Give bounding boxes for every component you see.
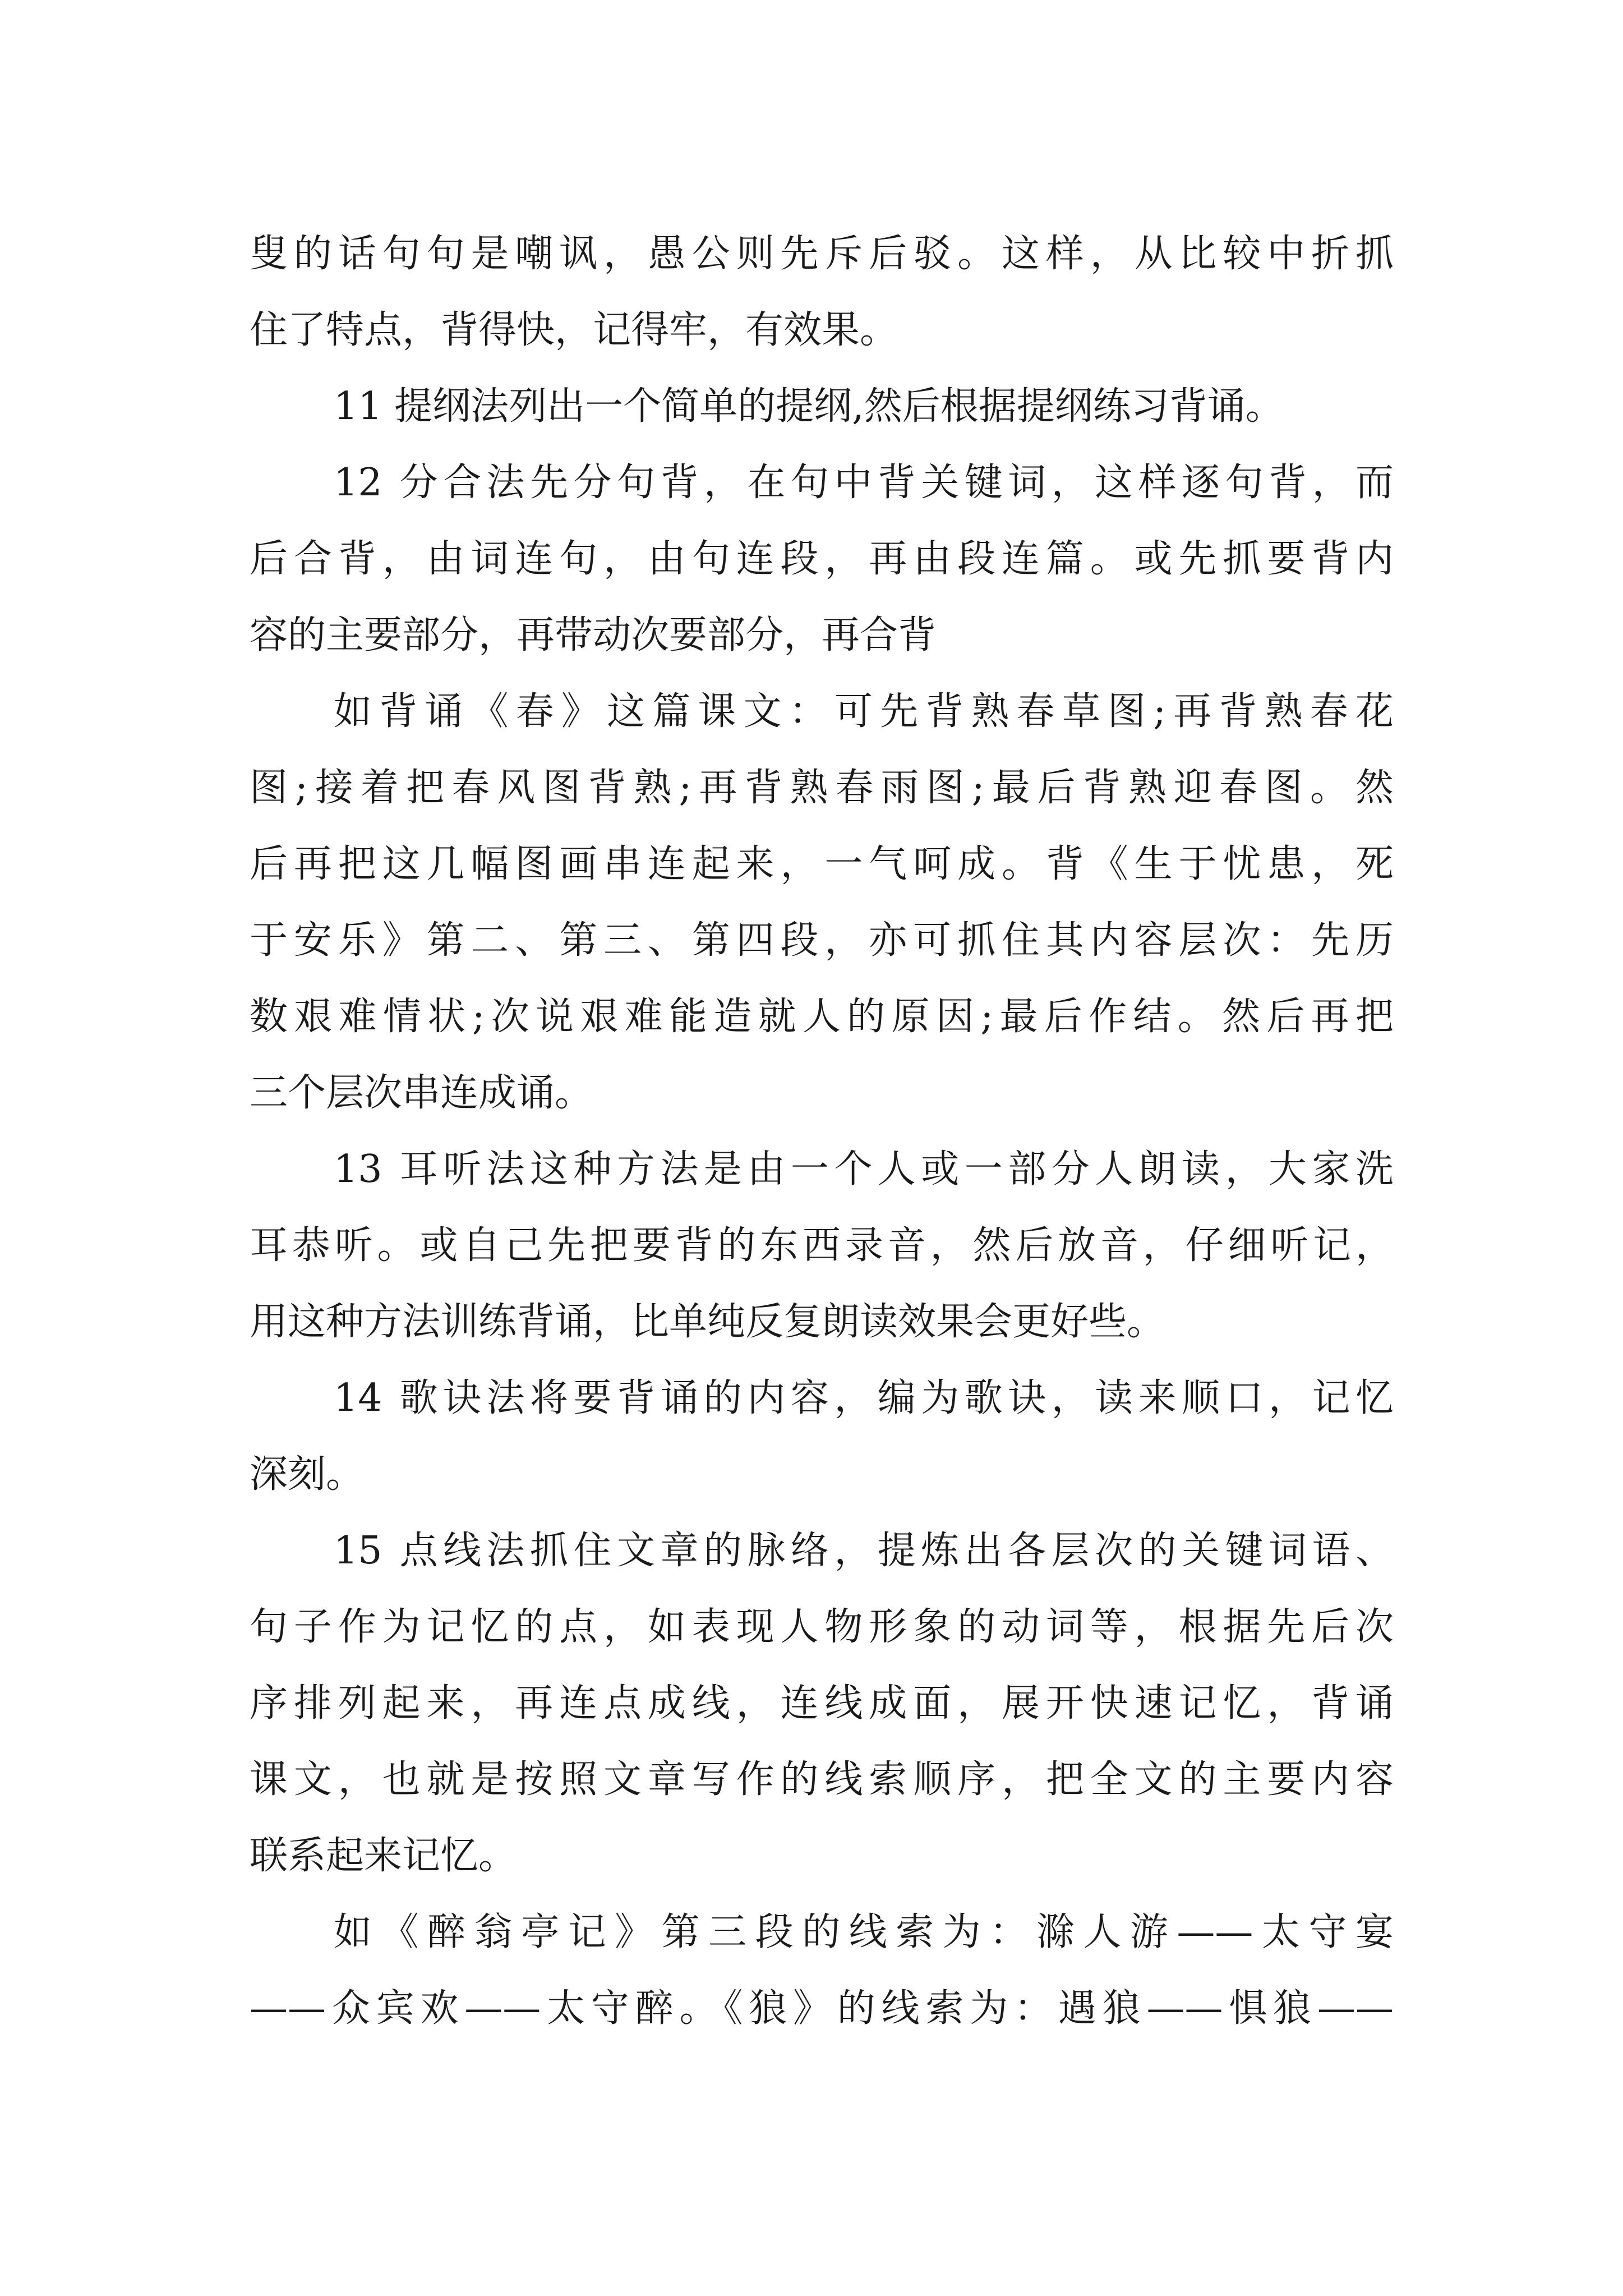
document-page	[250, 216, 1394, 2047]
text-line: 14 歌诀法将要背诵的内容，编为歌诀，读来顺口，记忆	[334, 1376, 1394, 1420]
text-line: 句子作为记忆的点，如表现人物形象的动词等，根据先后次	[250, 1605, 1394, 1649]
paragraph	[250, 445, 1394, 674]
text-line: 于安乐》第二、第三、第四段，亦可抓住其内容层次：先历	[250, 918, 1394, 963]
text-line: 耳恭听。或自己先把要背的东西录音，然后放音，仔细听记，	[250, 1223, 1394, 1268]
text-line: 13 耳听法这种方法是由一个人或一部分人朗读，大家洗	[334, 1147, 1394, 1191]
paragraph	[250, 1894, 1394, 2047]
paragraph	[250, 369, 1394, 445]
text-line: ——众宾欢——太守醉。《狼》的线索为：遇狼——惧狼——	[250, 1986, 1394, 2031]
paragraph	[250, 1131, 1394, 1360]
text-line: 三个层次串连成诵。	[250, 1071, 593, 1115]
text-line: 12 分合法先分句背，在句中背关键词，这样逐句背，而	[334, 461, 1394, 505]
text-line: 11 提纲法列出一个简单的提纲,然后根据提纲练习背诵。	[334, 384, 1284, 429]
text-line: 如《醉翁亭记》第三段的线索为：滁人游——太守宴	[334, 1910, 1394, 1954]
text-line: 后再把这几幅图画串连起来，一气呵成。背《生于忧患，死	[250, 842, 1394, 886]
text-line: 容的主要部分，再带动次要部分，再合背	[250, 613, 937, 657]
text-line: 叟的话句句是嘲讽，愚公则先斥后驳。这样，从比较中折抓	[250, 232, 1394, 276]
text-line: 序排列起来，再连点成线，连线成面，展开快速记忆，背诵	[250, 1681, 1394, 1726]
paragraph	[250, 1513, 1394, 1894]
text-line: 15 点线法抓住文章的脉络，提炼出各层次的关键词语、	[334, 1529, 1394, 1573]
paragraph	[250, 216, 1394, 369]
paragraph	[250, 674, 1394, 1131]
text-line: 用这种方法训练背诵，比单纯反复朗读效果会更好些。	[250, 1300, 1165, 1344]
text-line: 数艰难情状;次说艰难能造就人的原因;最后作结。然后再把	[250, 995, 1394, 1039]
text-line: 图;接着把春风图背熟;再背熟春雨图;最后背熟迎春图。然	[250, 766, 1394, 810]
document-body	[250, 216, 1394, 2047]
text-line: 住了特点，背得快，记得牢，有效果。	[250, 308, 898, 352]
paragraph	[250, 1360, 1394, 1513]
text-line: 后合背，由词连句，由句连段，再由段连篇。或先抓要背内	[250, 537, 1394, 581]
text-line: 联系起来记忆。	[250, 1834, 517, 1878]
text-line: 课文，也就是按照文章写作的线索顺序，把全文的主要内容	[250, 1757, 1394, 1802]
text-line: 深刻。	[250, 1452, 365, 1497]
text-line: 如背诵《春》这篇课文：可先背熟春草图;再背熟春花	[334, 689, 1394, 734]
